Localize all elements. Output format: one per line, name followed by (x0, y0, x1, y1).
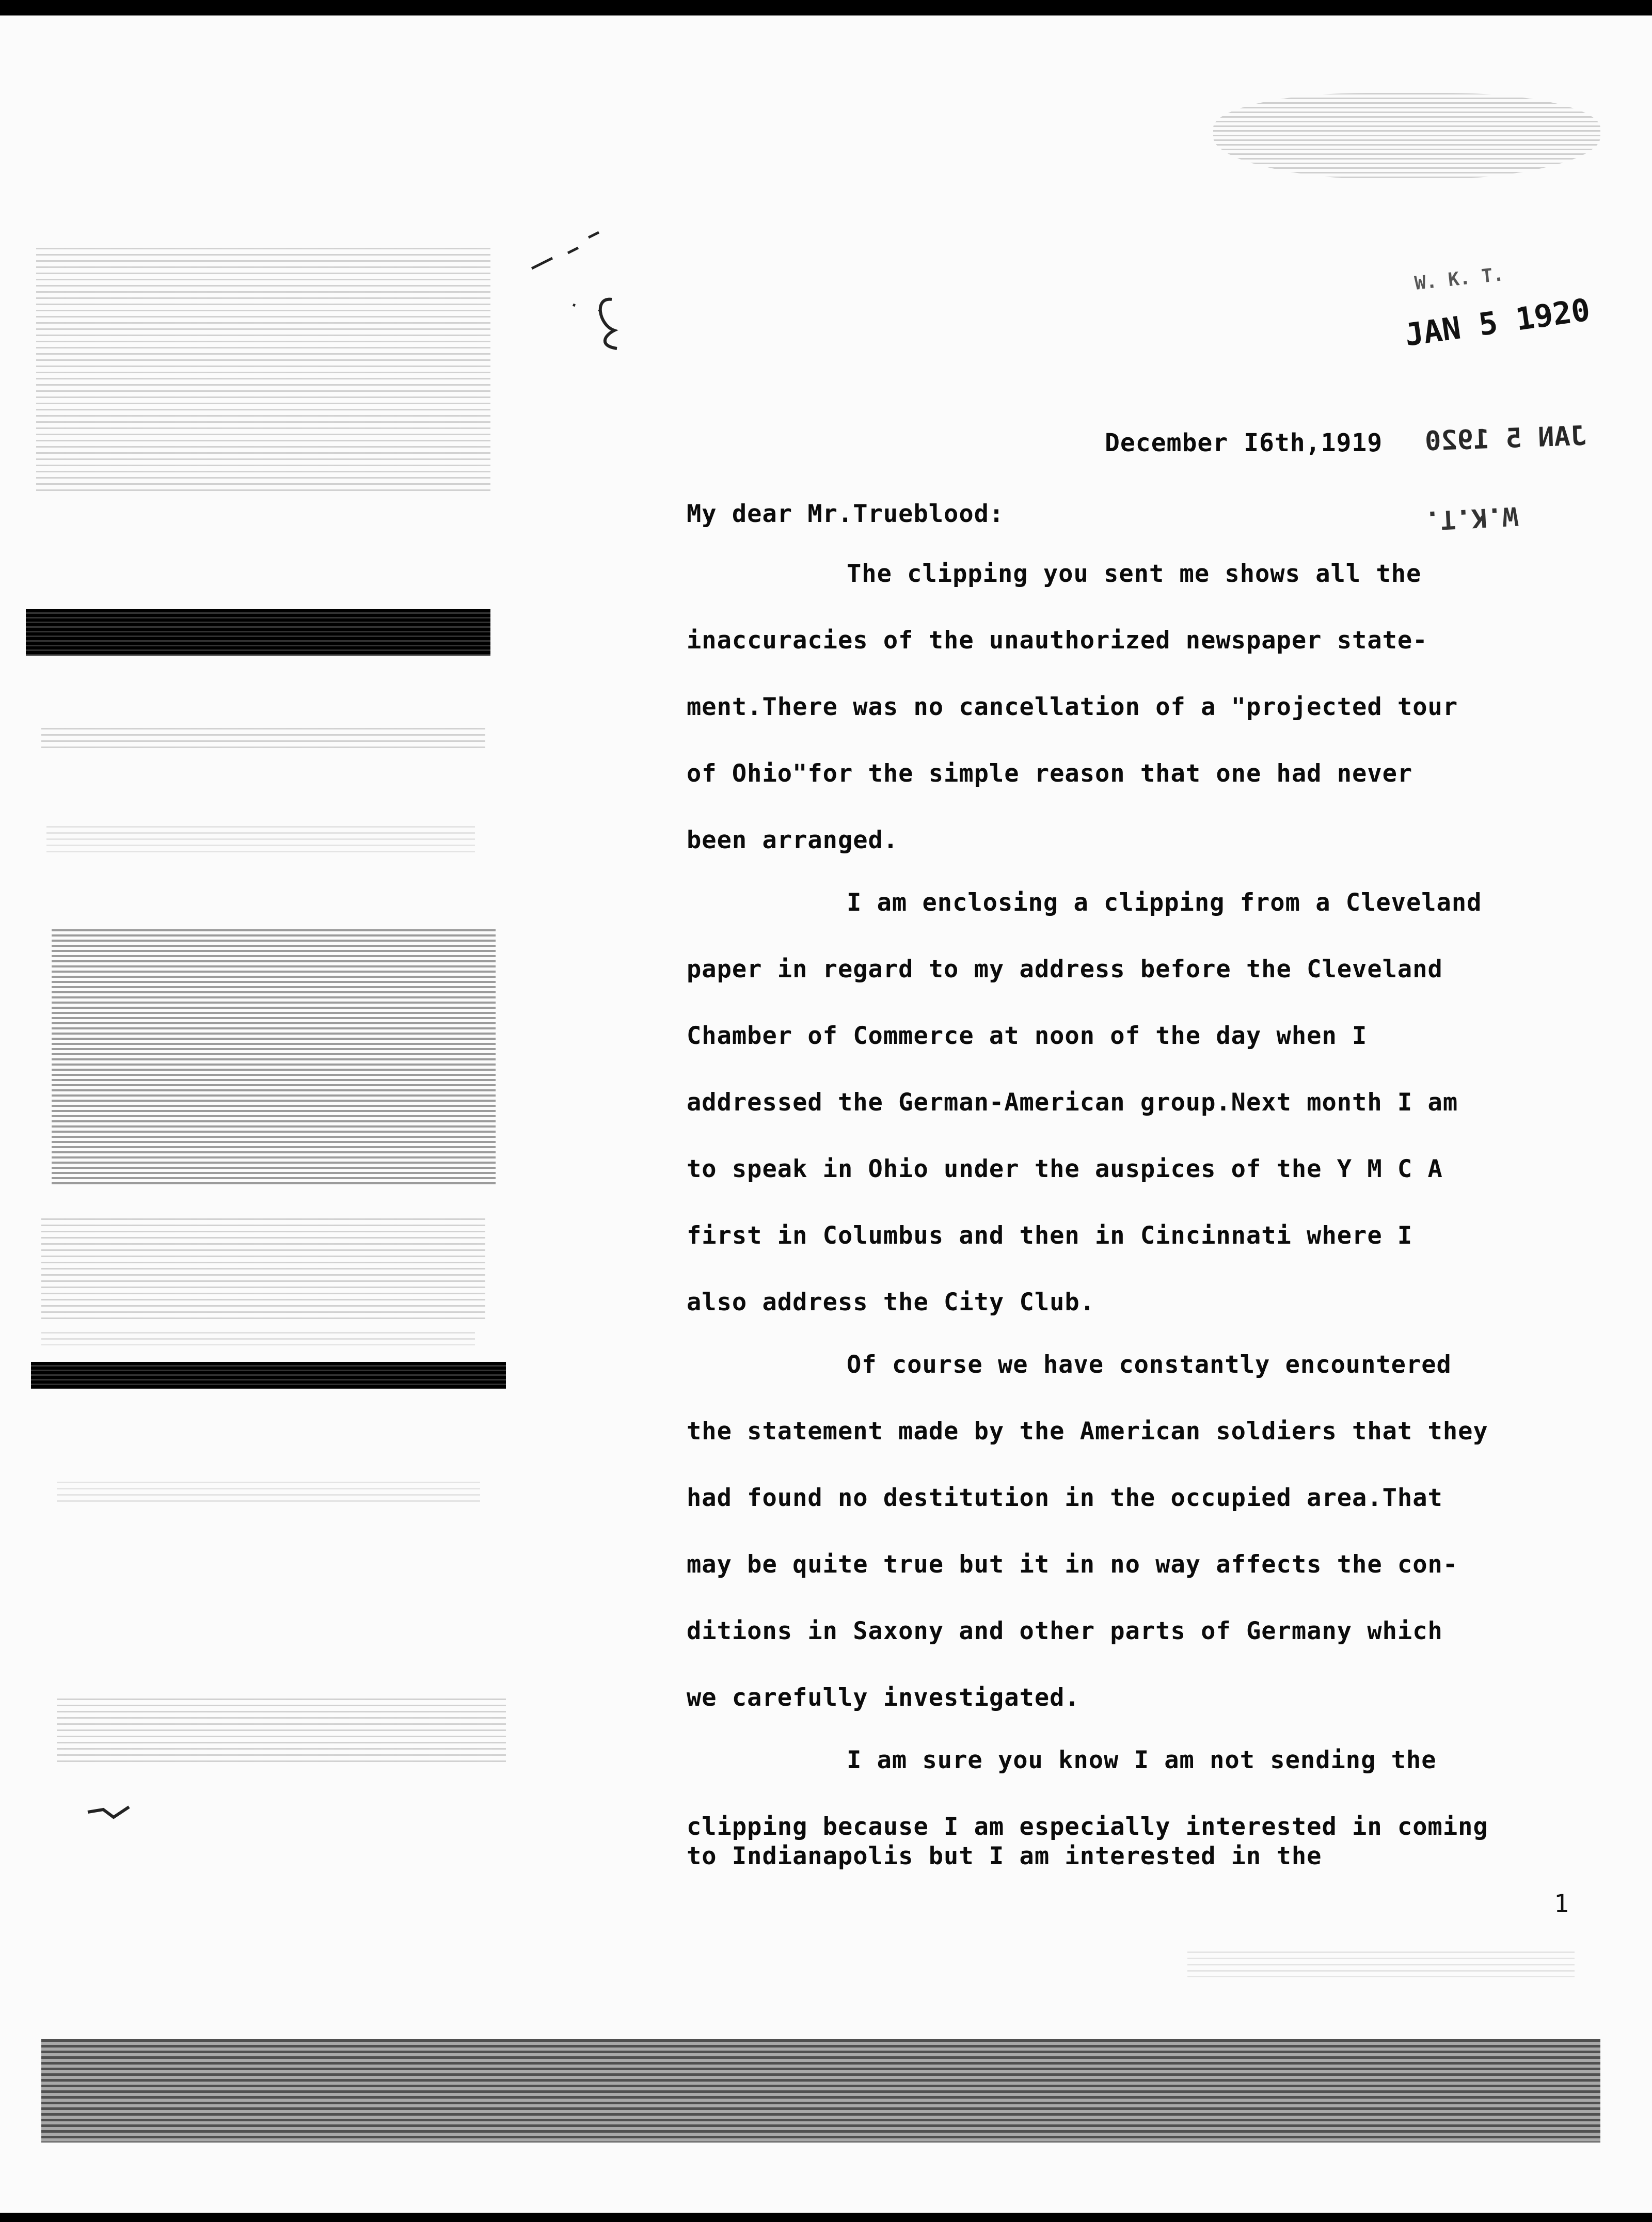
body-line: The clipping you sent me shows all the (847, 560, 1422, 588)
scan-top-edge (0, 0, 1652, 15)
body-line: ment.There was no cancellation of a "projected tour (687, 693, 1458, 721)
body-line: I am enclosing a clipping from a Cleveland (847, 888, 1482, 917)
body-line: of Ohio"for the simple reason that one had never (687, 759, 1413, 788)
bleed-through-strip (1187, 1951, 1575, 1977)
bleed-through-strip (57, 1482, 480, 1502)
page-number-mark: 1 (1554, 1890, 1569, 1918)
body-line: Chamber of Commerce at noon of the day when I (687, 1022, 1368, 1050)
bleed-through-dark-bar (31, 1362, 506, 1389)
bleed-through-block (57, 1699, 506, 1766)
body-line: ditions in Saxony and other parts of Germany which (687, 1617, 1443, 1645)
body-line: addressed the German-American group.Next month I am (687, 1088, 1458, 1117)
received-date-stamp: JAN 5 1920 (1402, 292, 1593, 354)
body-line: clipping because I am especially interested in coming (687, 1813, 1488, 1841)
body-line: paper in regard to my address before the Cleveland (687, 955, 1443, 983)
bleed-through-block (36, 248, 490, 496)
letter-salutation: My dear Mr.Trueblood: (687, 500, 1005, 528)
body-line: inaccuracies of the unauthorized newspaper state- (687, 626, 1428, 655)
body-line: first in Columbus and then in Cincinnati where I (687, 1221, 1413, 1250)
bleed-through-top-right (1213, 93, 1600, 181)
letter-body (687, 558, 1564, 1872)
body-line: also address the City Club. (687, 1288, 1095, 1316)
body-line: Of course we have constantly encountered (847, 1351, 1452, 1379)
body-line: to Indianapolis but I am interested in the (687, 1842, 1322, 1870)
mirrored-date-stamp: JAN 5 1920 (1424, 420, 1587, 457)
stray-ink-mark (83, 1797, 145, 1828)
bleed-through-block (52, 929, 496, 1187)
bleed-through-block (46, 826, 475, 857)
bleed-through-strip (41, 1332, 475, 1345)
bleed-through-dark-bar (26, 609, 490, 656)
bleed-through-block (41, 1218, 485, 1322)
bleed-through-bottom-band (41, 2039, 1600, 2142)
body-line: to speak in Ohio under the auspices of the Y M C A (687, 1155, 1443, 1183)
scan-bottom-edge (0, 2213, 1652, 2222)
body-line: had found no destitution in the occupied area.That (687, 1484, 1443, 1512)
body-line: been arranged. (687, 826, 899, 854)
mirrored-initials-stamp: W.K.T. (1424, 501, 1519, 536)
handwritten-mark (521, 207, 625, 361)
bleed-through-strip (41, 728, 485, 751)
letter-date: December I6th,1919 (1105, 428, 1383, 457)
body-line: we carefully investigated. (687, 1684, 1080, 1712)
body-line: the statement made by the American soldiers that they (687, 1417, 1488, 1446)
received-initials-stamp: W. K. T. (1413, 264, 1505, 294)
body-line: may be quite true but it in no way affects the con- (687, 1550, 1458, 1579)
body-line: I am sure you know I am not sending the (847, 1746, 1437, 1774)
